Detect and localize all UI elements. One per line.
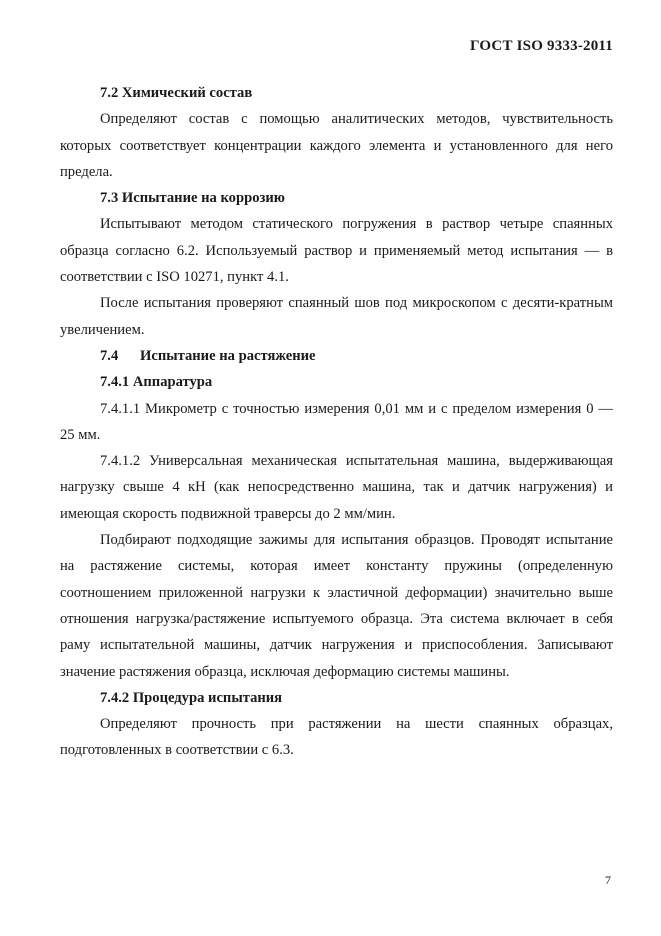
document-header: ГОСТ ISO 9333-2011 <box>470 38 613 54</box>
document-body <box>60 80 613 764</box>
section-7-4-2-paragraph: Определяют прочность при растяжении на шести спаянных образцах, подготовленных в соответствии с 6.3. <box>60 716 613 759</box>
section-7-4-2-heading: 7.4.2 Процедура испытания <box>100 689 283 706</box>
section-7-4-title: Испытание на растяжение <box>140 347 316 364</box>
section-7-3-paragraph-2: После испытания проверяют спаянный шов под микроскопом с десяти-кратным увеличением. <box>60 295 613 338</box>
section-7-3-paragraph-1: Испытывают методом статического погружения в раствор четыре спаянных образца согласно 6.2. Используемый раствор и применяемый метод испытания — в соответствии с ISO 10271, пункт 4.1. <box>60 216 613 286</box>
section-7-4-1-heading: 7.4.1 Аппаратура <box>100 374 213 391</box>
section-7-4-1-1-paragraph: 7.4.1.1 Микрометр с точностью измерения 0,01 мм и с пределом измерения 0 — 25 мм. <box>60 400 613 443</box>
section-7-3-heading: 7.3 Испытание на коррозию <box>100 190 285 207</box>
section-7-2-paragraph: Определяют состав с помощью аналитических методов, чувствительность которых соответствует концентрации каждого элемента и установленного для него предела. <box>60 111 613 180</box>
section-7-2-heading: 7.2 Химический состав <box>100 85 253 101</box>
section-7-4-heading <box>60 343 613 369</box>
section-7-4-number: 7.4 <box>100 347 119 364</box>
section-7-4-1-2-paragraph: 7.4.1.2 Универсальная механическая испытательная машина, выдерживающая нагрузку свыше 4 кН (как непосредственно машина, так и датчик нагружения) и имеющая скорость подвижной траверсы до 2 мм/мин. <box>60 453 613 522</box>
section-7-4-1-paragraph-3: Подбирают подходящие зажимы для испытания образцов. Проводят испытание на растяжение системы, которая имеет константу пружины (определенную соотношением приложенной нагрузки к эластичной деформации) значительно выше отношения нагрузка/растяжение испытуемого образца. Эта система включает в себя раму испытательной машины, датчик нагружения и приспособления. Записывают значение растяжения образца, исключая деформацию системы машины. <box>60 532 613 680</box>
page-number: 7 <box>605 873 611 887</box>
